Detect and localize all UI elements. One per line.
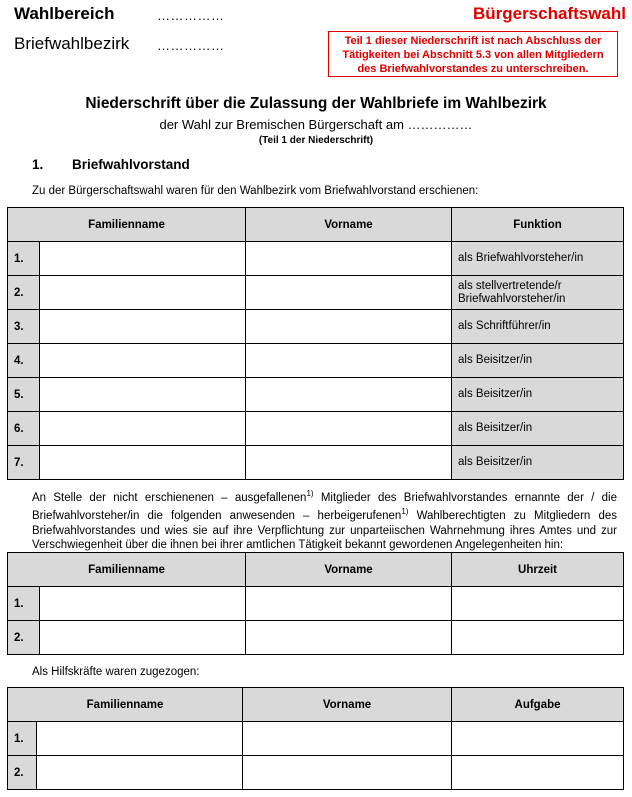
briefwahlbezirk-label: Briefwahlbezirk xyxy=(14,34,130,53)
table-row xyxy=(8,621,624,655)
table-row xyxy=(8,587,624,621)
ersatzmitglieder-table xyxy=(7,552,624,655)
row-number: 1. xyxy=(8,242,40,276)
familienname-cell[interactable] xyxy=(40,621,246,655)
table-header-row xyxy=(8,553,624,587)
header-vorname: Vorname xyxy=(246,553,452,587)
familienname-cell[interactable] xyxy=(40,412,246,446)
document-title: Niederschrift über die Zulassung der Wahlbriefe im Wahlbezirk xyxy=(85,95,547,112)
uhrzeit-cell[interactable] xyxy=(452,587,624,621)
vorname-cell[interactable] xyxy=(246,412,452,446)
aufgabe-cell[interactable] xyxy=(452,722,624,756)
vorname-cell[interactable] xyxy=(246,621,452,655)
document-subtitle: der Wahl zur Bremischen Bürgerschaft am …………… xyxy=(159,117,473,132)
vorname-cell[interactable] xyxy=(246,378,452,412)
familienname-cell[interactable] xyxy=(37,722,243,756)
row-number: 2. xyxy=(8,756,37,790)
funktion-cell: als Beisitzer/in xyxy=(452,378,624,412)
familienname-cell[interactable] xyxy=(40,446,246,480)
table-row xyxy=(8,756,624,790)
vorname-cell[interactable] xyxy=(246,276,452,310)
funktion-cell: als Briefwahlvorsteher/in xyxy=(452,242,624,276)
familienname-cell[interactable] xyxy=(40,378,246,412)
wahlbereich-label: Wahlbereich xyxy=(14,4,115,23)
signature-warning-box: Teil 1 dieser Niederschrift ist nach Abschluss der Tätigkeiten bei Abschnitt 5.3 von allen Mitgliedern des Briefwahlvorstandes zu unterschreiben. xyxy=(328,31,618,77)
footnote-marker: 1) xyxy=(306,489,314,498)
table-row xyxy=(8,310,624,344)
section-number: 1. xyxy=(32,157,44,172)
row-number: 5. xyxy=(8,378,40,412)
footnote-marker: 1) xyxy=(401,507,409,517)
header-familienname: Familienname xyxy=(8,553,246,587)
funktion-cell: als Beisitzer/in xyxy=(452,344,624,378)
funktion-cell: als Schriftführer/in xyxy=(452,310,624,344)
vorname-cell[interactable] xyxy=(246,587,452,621)
intro-paragraph-3: Als Hilfskräfte waren zugezogen: xyxy=(32,666,200,678)
table-row xyxy=(8,412,624,446)
intro-paragraph-1: Zu der Bürgerschaftswahl waren für den Wahlbezirk vom Briefwahlvorstand erschienen: xyxy=(32,185,479,197)
briefwahlbezirk-field: …………… xyxy=(157,38,225,53)
header-familienname: Familienname xyxy=(8,688,243,722)
familienname-cell[interactable] xyxy=(40,310,246,344)
intro2-part2: Mitglieder des Briefwahlvorstandes ernannte der / die Briefwahlvorsteher/in die folgenden anwesenden – herbeigerufenen xyxy=(32,491,617,523)
table-header-row xyxy=(8,208,624,242)
table-row xyxy=(8,276,624,310)
intro-paragraph-2 xyxy=(32,487,617,553)
table-row xyxy=(8,722,624,756)
funktion-cell: als Beisitzer/in xyxy=(452,446,624,480)
familienname-cell[interactable] xyxy=(37,756,243,790)
document-part-label: (Teil 1 der Niederschrift) xyxy=(258,135,374,146)
vorname-cell[interactable] xyxy=(246,310,452,344)
familienname-cell[interactable] xyxy=(40,587,246,621)
table-header-row xyxy=(8,688,624,722)
funktion-cell: als stellvertretende/r Briefwahlvorsteher/in xyxy=(452,276,624,310)
vorname-cell[interactable] xyxy=(243,756,452,790)
vorname-cell[interactable] xyxy=(246,446,452,480)
aufgabe-cell[interactable] xyxy=(452,756,624,790)
row-number: 3. xyxy=(8,310,40,344)
vorname-cell[interactable] xyxy=(243,722,452,756)
row-number: 2. xyxy=(8,276,40,310)
row-number: 1. xyxy=(8,722,37,756)
vorname-cell[interactable] xyxy=(246,242,452,276)
header-aufgabe: Aufgabe xyxy=(452,688,624,722)
wahlbereich-field: …………… xyxy=(157,8,225,23)
familienname-cell[interactable] xyxy=(40,242,246,276)
row-number: 7. xyxy=(8,446,40,480)
header-vorname: Vorname xyxy=(243,688,452,722)
familienname-cell[interactable] xyxy=(40,276,246,310)
table-row xyxy=(8,242,624,276)
uhrzeit-cell[interactable] xyxy=(452,621,624,655)
table-row xyxy=(8,446,624,480)
intro2-part1: An Stelle der nicht erschienenen – ausgefallenen xyxy=(32,491,307,504)
funktion-cell: als Beisitzer/in xyxy=(452,412,624,446)
header-familienname: Familienname xyxy=(8,208,246,242)
row-number: 1. xyxy=(8,587,40,621)
header-funktion: Funktion xyxy=(452,208,624,242)
row-number: 2. xyxy=(8,621,40,655)
vorname-cell[interactable] xyxy=(246,344,452,378)
table-row xyxy=(8,344,624,378)
hilfskraefte-table xyxy=(7,687,624,790)
intro2-part3: Wahlberechtigten zu Mitgliedern des Briefwahlvorstandes und wies sie auf ihre Verpflichtung zur unparteiischen Wahrnehmung ihres Amtes und zur Verschwiegenheit über die ihnen bei ihrer amtlichen Tätigkeit bekannt gewordenen Angelegenheiten hin: xyxy=(32,510,617,552)
header-uhrzeit: Uhrzeit xyxy=(452,553,624,587)
header-vorname: Vorname xyxy=(246,208,452,242)
row-number: 6. xyxy=(8,412,40,446)
familienname-cell[interactable] xyxy=(40,344,246,378)
table-row xyxy=(8,378,624,412)
section-title: Briefwahlvorstand xyxy=(72,157,190,172)
briefwahlvorstand-table xyxy=(7,207,624,480)
row-number: 4. xyxy=(8,344,40,378)
election-title: Bürgerschaftswahl xyxy=(472,4,626,23)
